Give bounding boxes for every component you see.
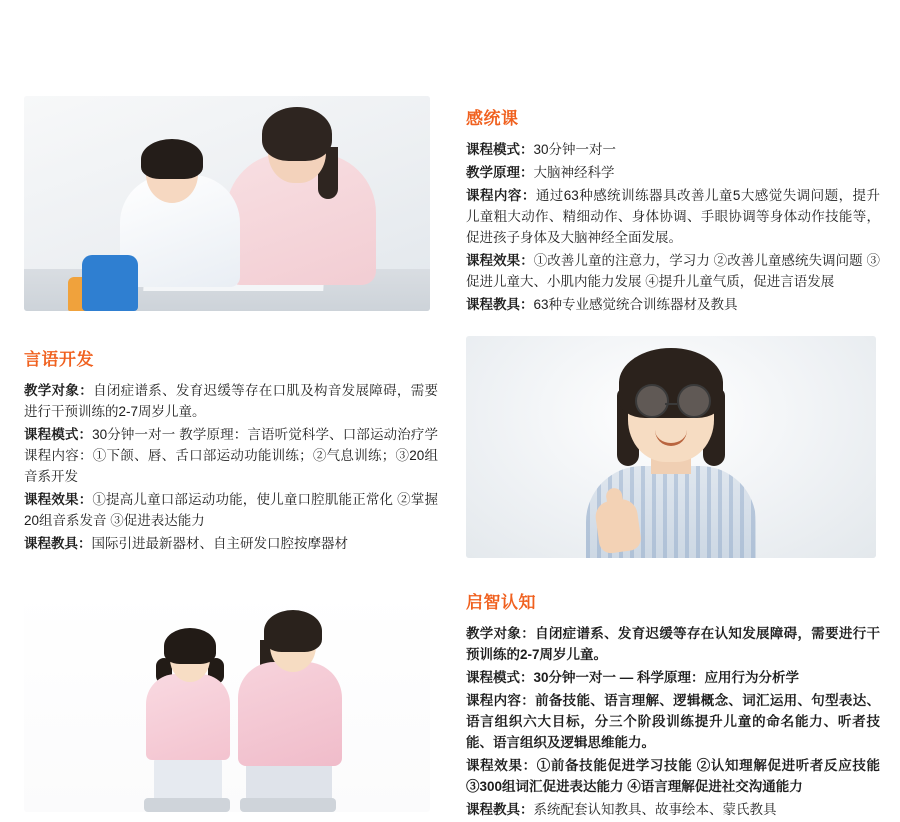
section-yanyu-line-2 xyxy=(24,424,438,487)
label-course-effect: 课程效果： xyxy=(466,253,534,268)
photo-stools-stool-right xyxy=(240,798,336,812)
photo-girl-thumbsup xyxy=(466,336,876,558)
photo-teacher-child-stools xyxy=(24,588,430,812)
label-course-mode: 课程模式： xyxy=(24,427,93,442)
value-teaching-target: 自闭症谱系、发育迟缓等存在口肌及构音发展障碍，需要进行干预训练的2-7周岁儿童。 xyxy=(24,383,439,419)
section-gantong-line-5 xyxy=(466,294,880,315)
value-course-content: 前备技能、语言理解、逻辑概念、词汇运用、句型表达、语言组织六大目标，分三个阶段训练提升儿童的命名能力、听者技能、语言组织及逻辑思维能力。 xyxy=(466,693,881,750)
photo-reading-child-hair xyxy=(141,139,203,179)
section-yanyu-line-4 xyxy=(24,533,438,554)
value-course-effect: ①改善儿童的注意力，学习力 ②改善儿童感统失调问题 ③促进儿童大、小肌内能力发展 ④提升儿童气质，促进言语发展 xyxy=(466,253,880,289)
value-course-materials: 系统配套认知教具、故事绘本、蒙氏教具 xyxy=(533,802,777,817)
photo-girl-glasses-right xyxy=(677,384,711,418)
value-course-mode: 30分钟一对一 教学原理：言语听觉科学、口部运动治疗学 课程内容：①下颌、唇、舌口部运动功能训练；②气息训练；③20组音系开发 xyxy=(24,427,438,484)
section-qizhi xyxy=(466,588,880,822)
label-course-content: 课程内容： xyxy=(466,188,536,203)
section-gantong-line-1 xyxy=(466,139,880,160)
label-course-materials: 课程教具： xyxy=(466,297,534,312)
photo-girl-glasses-bridge xyxy=(665,403,677,406)
value-teaching-target: 自闭症谱系、发育迟缓等存在认知发展障碍，需要进行干预训练的2-7周岁儿童。 xyxy=(466,626,881,662)
value-course-content: 通过63种感统训练器具改善儿童5大感觉失调问题，提升儿童粗大动作、精细动作、身体协调、手眼协调等身体动作技能等，促进孩子身体及大脑神经全面发展。 xyxy=(466,188,880,245)
photo-reading xyxy=(24,96,430,311)
label-teaching-principle: 教学原理： xyxy=(466,165,534,180)
label-course-mode: 课程模式： xyxy=(466,142,534,157)
section-gantong-title: 感统课 xyxy=(466,109,519,128)
label-course-materials: 课程教具： xyxy=(466,802,534,817)
photo-stools-teacher-body xyxy=(238,662,342,766)
section-yanyu xyxy=(24,345,438,556)
value-course-materials: 国际引进最新器材、自主研发口腔按摩器材 xyxy=(91,536,348,551)
photo-reading-chair-blue xyxy=(82,255,138,311)
section-qizhi-title: 启智认知 xyxy=(466,593,536,612)
section-qizhi-line-4 xyxy=(466,755,880,797)
value-course-materials: 63种专业感觉统合训练器材及教具 xyxy=(533,297,738,312)
label-teaching-target: 教学对象： xyxy=(466,626,536,641)
value-teaching-principle: 大脑神经科学 xyxy=(533,165,615,180)
photo-girl-glasses-left xyxy=(635,384,669,418)
section-qizhi-line-2 xyxy=(466,667,880,688)
section-yanyu-title: 言语开发 xyxy=(24,350,94,369)
photo-stools-child-body xyxy=(146,674,230,760)
section-gantong-line-3 xyxy=(466,185,880,248)
section-yanyu-line-3 xyxy=(24,489,438,531)
label-course-mode: 课程模式： xyxy=(466,670,534,685)
section-qizhi-line-5 xyxy=(466,799,880,820)
label-teaching-target: 教学对象： xyxy=(24,383,94,398)
photo-stools-teacher-hair xyxy=(264,610,322,652)
section-gantong xyxy=(466,104,880,317)
value-course-effect: ①提高儿童口部运动功能，使儿童口腔肌能正常化 ②掌握20组音系发音 ③促进表达能力 xyxy=(24,492,439,528)
section-gantong-line-2 xyxy=(466,162,880,183)
value-course-effect: ①前备技能促进学习技能 ②认知理解促进听者反应技能 ③300组词汇促进表达能力 ④语言理解促进社交沟通能力 xyxy=(466,758,881,794)
label-course-materials: 课程教具： xyxy=(24,536,92,551)
label-course-effect: 课程效果： xyxy=(24,492,93,507)
value-course-mode: 30分钟一对一 — 科学原理：应用行为分析学 xyxy=(533,670,800,685)
photo-stools-stool-left xyxy=(144,798,230,812)
section-yanyu-line-1 xyxy=(24,380,438,422)
value-course-mode: 30分钟一对一 xyxy=(533,142,617,157)
section-gantong-line-4 xyxy=(466,250,880,292)
photo-stools-child-hair xyxy=(164,628,216,664)
photo-reading-teacher-hair xyxy=(262,107,332,161)
label-course-effect: 课程效果： xyxy=(466,758,537,773)
section-qizhi-line-1 xyxy=(466,623,880,665)
label-course-content: 课程内容： xyxy=(466,693,536,708)
section-qizhi-line-3 xyxy=(466,690,880,753)
